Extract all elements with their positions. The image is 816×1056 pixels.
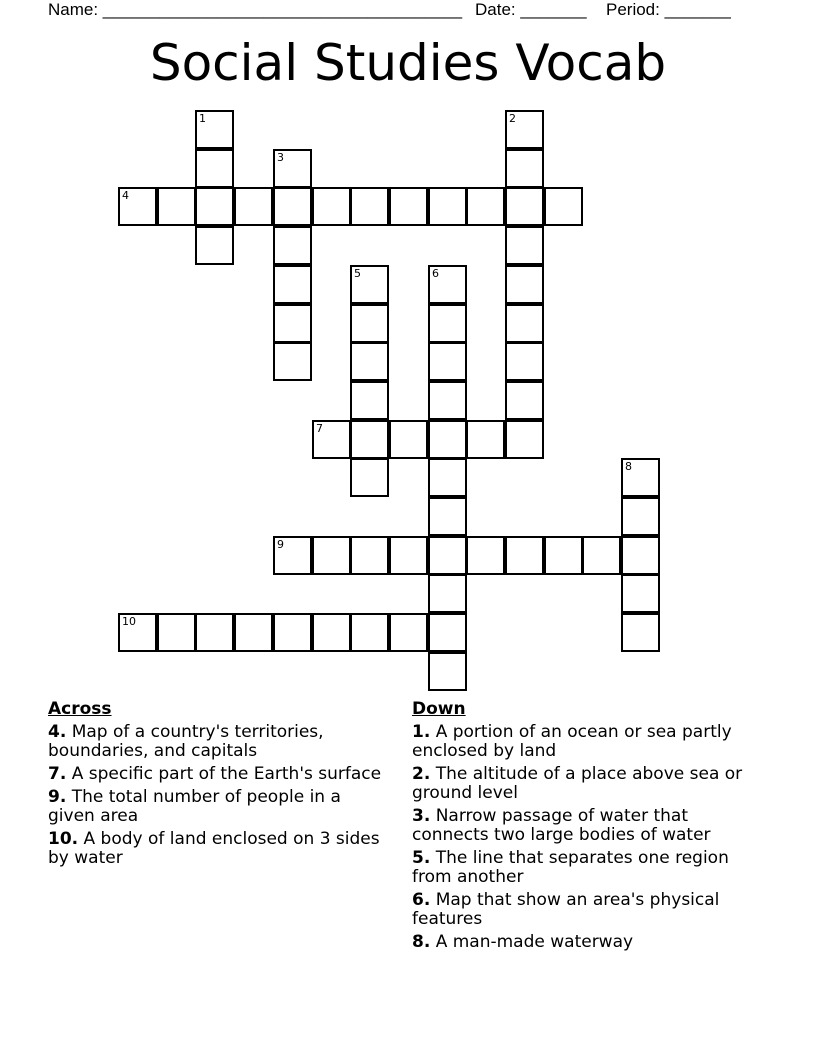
crossword-cell[interactable] bbox=[428, 381, 467, 420]
crossword-cell[interactable] bbox=[428, 652, 467, 691]
crossword-cell[interactable] bbox=[544, 187, 583, 226]
clue-number-label: 10 bbox=[122, 615, 136, 628]
down-clue-6 bbox=[412, 891, 762, 929]
clue-text: A body of land enclosed on 3 sides by water bbox=[48, 829, 380, 868]
clue-text: A portion of an ocean or sea partly enclosed by land bbox=[412, 722, 732, 761]
down-clue-3 bbox=[412, 807, 762, 845]
down-clue-1 bbox=[412, 723, 762, 761]
clue-number-label: 1 bbox=[199, 112, 206, 125]
across-heading: Across bbox=[48, 699, 112, 719]
crossword-cell[interactable] bbox=[428, 458, 467, 497]
down-clue-8 bbox=[412, 933, 762, 952]
across-clue-10 bbox=[48, 830, 393, 868]
crossword-cell[interactable] bbox=[428, 342, 467, 381]
crossword-cell[interactable] bbox=[505, 149, 544, 188]
crossword-cell[interactable] bbox=[273, 304, 312, 343]
clue-text: A man-made waterway bbox=[430, 932, 634, 952]
clue-text: The altitude of a place above sea or ground level bbox=[412, 764, 743, 803]
crossword-cell[interactable] bbox=[428, 304, 467, 343]
clue-number: 4. bbox=[48, 722, 67, 742]
clue-number-label: 3 bbox=[277, 151, 284, 164]
crossword-cell[interactable] bbox=[273, 149, 312, 188]
crossword-cell[interactable] bbox=[195, 226, 234, 265]
clue-text: Narrow passage of water that connects two large bodies of water bbox=[412, 806, 711, 845]
down-clue-5 bbox=[412, 849, 762, 887]
crossword-cell[interactable] bbox=[505, 226, 544, 265]
clue-number-label: 2 bbox=[509, 112, 516, 125]
crossword-cell[interactable] bbox=[350, 536, 389, 575]
crossword-cell[interactable] bbox=[505, 265, 544, 304]
crossword-cell[interactable] bbox=[621, 613, 660, 652]
crossword-cell[interactable] bbox=[505, 187, 544, 226]
date-field-label[interactable]: Date: _______ bbox=[475, 0, 587, 19]
period-field-label[interactable]: Period: _______ bbox=[606, 0, 731, 19]
crossword-cell[interactable] bbox=[195, 110, 234, 149]
clue-text: The total number of people in a given area bbox=[48, 787, 341, 826]
crossword-cell[interactable] bbox=[428, 574, 467, 613]
crossword-cell[interactable] bbox=[428, 536, 467, 575]
crossword-cell[interactable] bbox=[350, 304, 389, 343]
crossword-cell[interactable] bbox=[621, 458, 660, 497]
crossword-cell[interactable] bbox=[621, 497, 660, 536]
crossword-cell[interactable] bbox=[273, 187, 312, 226]
clue-number: 9. bbox=[48, 787, 67, 807]
clue-number: 1. bbox=[412, 722, 431, 742]
crossword-cell[interactable] bbox=[195, 187, 234, 226]
crossword-cell[interactable] bbox=[466, 187, 505, 226]
clue-number-label: 4 bbox=[122, 189, 129, 202]
crossword-cell[interactable] bbox=[466, 536, 505, 575]
crossword-cell[interactable] bbox=[195, 613, 234, 652]
clue-number: 2. bbox=[412, 764, 431, 784]
crossword-cell[interactable] bbox=[621, 574, 660, 613]
name-field-label[interactable]: Name: ______________________________________ bbox=[48, 0, 463, 19]
crossword-cell[interactable] bbox=[157, 613, 196, 652]
clue-text: The line that separates one region from another bbox=[412, 848, 729, 887]
clue-number: 7. bbox=[48, 764, 67, 784]
crossword-cell[interactable] bbox=[428, 613, 467, 652]
across-clues bbox=[48, 700, 393, 872]
down-clue-2 bbox=[412, 765, 762, 803]
across-clue-7 bbox=[48, 765, 393, 784]
clue-number-label: 6 bbox=[432, 267, 439, 280]
crossword-cell[interactable] bbox=[312, 420, 351, 459]
crossword-cell[interactable] bbox=[234, 613, 273, 652]
crossword-cell[interactable] bbox=[621, 536, 660, 575]
crossword-cell[interactable] bbox=[505, 536, 544, 575]
crossword-cell[interactable] bbox=[582, 536, 621, 575]
clue-number-label: 8 bbox=[625, 460, 632, 473]
crossword-cell[interactable] bbox=[544, 536, 583, 575]
crossword-cell[interactable] bbox=[350, 342, 389, 381]
clue-number: 3. bbox=[412, 806, 431, 826]
clue-number: 10. bbox=[48, 829, 79, 849]
clue-number-label: 7 bbox=[316, 422, 323, 435]
crossword-cell[interactable] bbox=[118, 613, 157, 652]
crossword-cell[interactable] bbox=[157, 187, 196, 226]
crossword-cell[interactable] bbox=[350, 420, 389, 459]
crossword-cell[interactable] bbox=[312, 536, 351, 575]
crossword-cell[interactable] bbox=[350, 265, 389, 304]
clue-number: 8. bbox=[412, 932, 431, 952]
clue-text: A specific part of the Earth's surface bbox=[66, 764, 382, 784]
crossword-cell[interactable] bbox=[428, 187, 467, 226]
crossword-cell[interactable] bbox=[389, 420, 428, 459]
crossword-cell[interactable] bbox=[428, 265, 467, 304]
crossword-cell[interactable] bbox=[466, 420, 505, 459]
across-clue-9 bbox=[48, 788, 393, 826]
crossword-cell[interactable] bbox=[428, 420, 467, 459]
crossword-cell[interactable] bbox=[505, 381, 544, 420]
crossword-cell[interactable] bbox=[118, 187, 157, 226]
crossword-cell[interactable] bbox=[505, 110, 544, 149]
down-heading: Down bbox=[412, 699, 466, 719]
crossword-cell[interactable] bbox=[505, 304, 544, 343]
crossword-cell[interactable] bbox=[234, 187, 273, 226]
down-clues bbox=[412, 700, 762, 956]
crossword-cell[interactable] bbox=[195, 149, 234, 188]
crossword-cell[interactable] bbox=[350, 381, 389, 420]
crossword-cell[interactable] bbox=[312, 187, 351, 226]
crossword-cell[interactable] bbox=[273, 265, 312, 304]
crossword-cell[interactable] bbox=[273, 613, 312, 652]
crossword-cell[interactable] bbox=[505, 342, 544, 381]
page-title: Social Studies Vocab bbox=[149, 34, 667, 92]
crossword-cell[interactable] bbox=[389, 187, 428, 226]
across-clue-4 bbox=[48, 723, 393, 761]
clue-number: 5. bbox=[412, 848, 431, 868]
crossword-cell[interactable] bbox=[273, 536, 312, 575]
clue-number: 6. bbox=[412, 890, 431, 910]
crossword-cell[interactable] bbox=[350, 613, 389, 652]
crossword-cell[interactable] bbox=[312, 613, 351, 652]
clue-number-label: 9 bbox=[277, 538, 284, 551]
crossword-cell[interactable] bbox=[350, 458, 389, 497]
crossword-cell[interactable] bbox=[273, 226, 312, 265]
crossword-cell[interactable] bbox=[505, 420, 544, 459]
crossword-cell[interactable] bbox=[273, 342, 312, 381]
clue-text: Map of a country's territories, boundaries, and capitals bbox=[48, 722, 324, 761]
crossword-cell[interactable] bbox=[350, 187, 389, 226]
crossword-cell[interactable] bbox=[389, 536, 428, 575]
clue-number-label: 5 bbox=[354, 267, 361, 280]
crossword-cell[interactable] bbox=[389, 613, 428, 652]
crossword-cell[interactable] bbox=[428, 497, 467, 536]
clue-text: Map that show an area's physical features bbox=[412, 890, 720, 929]
